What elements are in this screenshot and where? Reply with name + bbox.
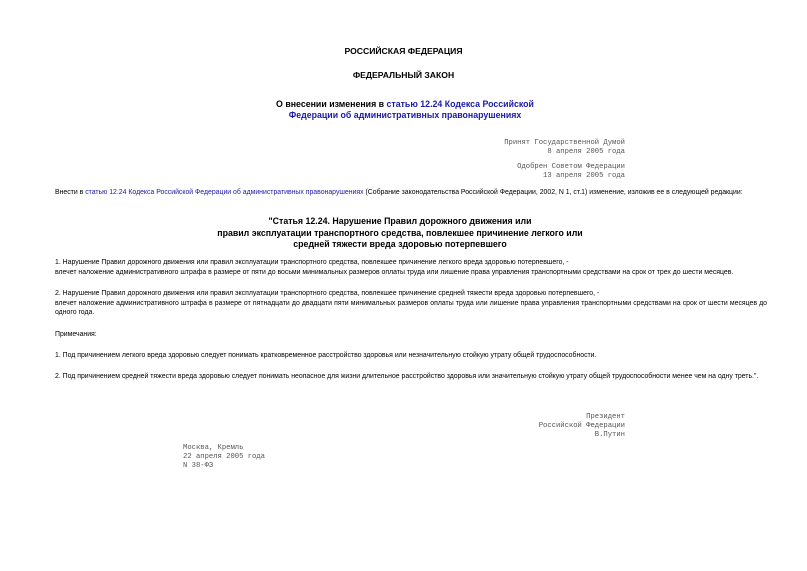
law-title: [230, 99, 580, 121]
article-title: [180, 216, 620, 251]
law-title-link[interactable]: статью 12.24 Кодекса Российской: [386, 99, 534, 109]
part-2-offense: 2. Нарушение Правил дорожного движения или правил эксплуатации транспортного средства, повлекшее причинение средней тяжести вреда здоровью потерпевшего, -: [55, 290, 600, 297]
place-date-block: [183, 444, 265, 471]
article-title-line1: "Статья 12.24. Нарушение Правил дорожного движения или: [268, 216, 532, 226]
intro-paragraph: [55, 188, 767, 198]
article-title-line2: правил эксплуатации транспортного средства, повлекшее причинение легкого или: [217, 227, 583, 238]
article-title-line3: средней тяжести вреда здоровью потерпевшего: [293, 239, 507, 249]
signature-name: В.Путин: [594, 431, 625, 439]
notes-label: Примечания:: [55, 331, 97, 338]
law-number: N 38-ФЗ: [183, 462, 214, 470]
council-approval: [517, 163, 625, 181]
duma-date: 8 апреля 2005 года: [547, 148, 625, 156]
intro-suffix: (Собрание законодательства Российской Федерации, 2002, N 1, ст.1) изменение, изложив ее в следующей редакции:: [363, 189, 743, 196]
law-title-link-line2[interactable]: Федерации об административных правонарушениях: [288, 110, 522, 120]
article-part-1: [55, 258, 767, 277]
article-part-2: [55, 289, 767, 318]
intro-prefix: Внести в: [55, 189, 86, 196]
part-2-penalty: влечет наложение административного штрафа в размере от пятнадцати до двадцати пяти минимальных размеров оплаты труда или лишение права управления транспортными средствами на срок от шести месяцев до одного года.: [55, 299, 767, 316]
place-location: Москва, Кремль: [183, 444, 244, 452]
duma-adoption: [504, 139, 625, 157]
doc-type-heading: ФЕДЕРАЛЬНЫЙ ЗАКОН: [352, 70, 455, 80]
note-1: 1. Под причинением легкого вреда здоровью следует понимать кратковременное расстройство здоровья или незначительную стойкую утрату общей трудоспособности.: [55, 352, 597, 359]
signature-block: [539, 413, 625, 440]
signature-title-2: Российской Федерации: [538, 422, 625, 430]
country-heading: РОССИЙСКАЯ ФЕДЕРАЦИЯ: [344, 46, 463, 56]
law-title-prefix: О внесении изменения в: [276, 99, 387, 109]
council-label: Одобрен Советом Федерации: [517, 163, 625, 171]
duma-label: Принят Государственной Думой: [504, 139, 625, 147]
part-1-offense: 1. Нарушение Правил дорожного движения или правил эксплуатации транспортного средства, повлекшее причинение легкого вреда здоровью потерпевшего, -: [55, 259, 569, 266]
signature-title: Президент: [586, 413, 625, 421]
intro-link[interactable]: статью 12.24 Кодекса Российской Федерации об административных правонарушениях: [85, 189, 364, 196]
council-date: 13 апреля 2005 года: [543, 172, 625, 180]
place-date: 22 апреля 2005 года: [183, 453, 265, 461]
note-2: 2. Под причинением средней тяжести вреда здоровью следует понимать неопасное для жизни длительное расстройство здоровья или значительную стойкую утрату общей трудоспособности менее чем на одну треть.".: [55, 373, 759, 380]
part-1-penalty: влечет наложение административного штрафа в размере от пяти до восьми минимальных размеров оплаты труда или лишение права управления транспортными средствами на срок от трех до шести месяцев.: [55, 268, 734, 276]
